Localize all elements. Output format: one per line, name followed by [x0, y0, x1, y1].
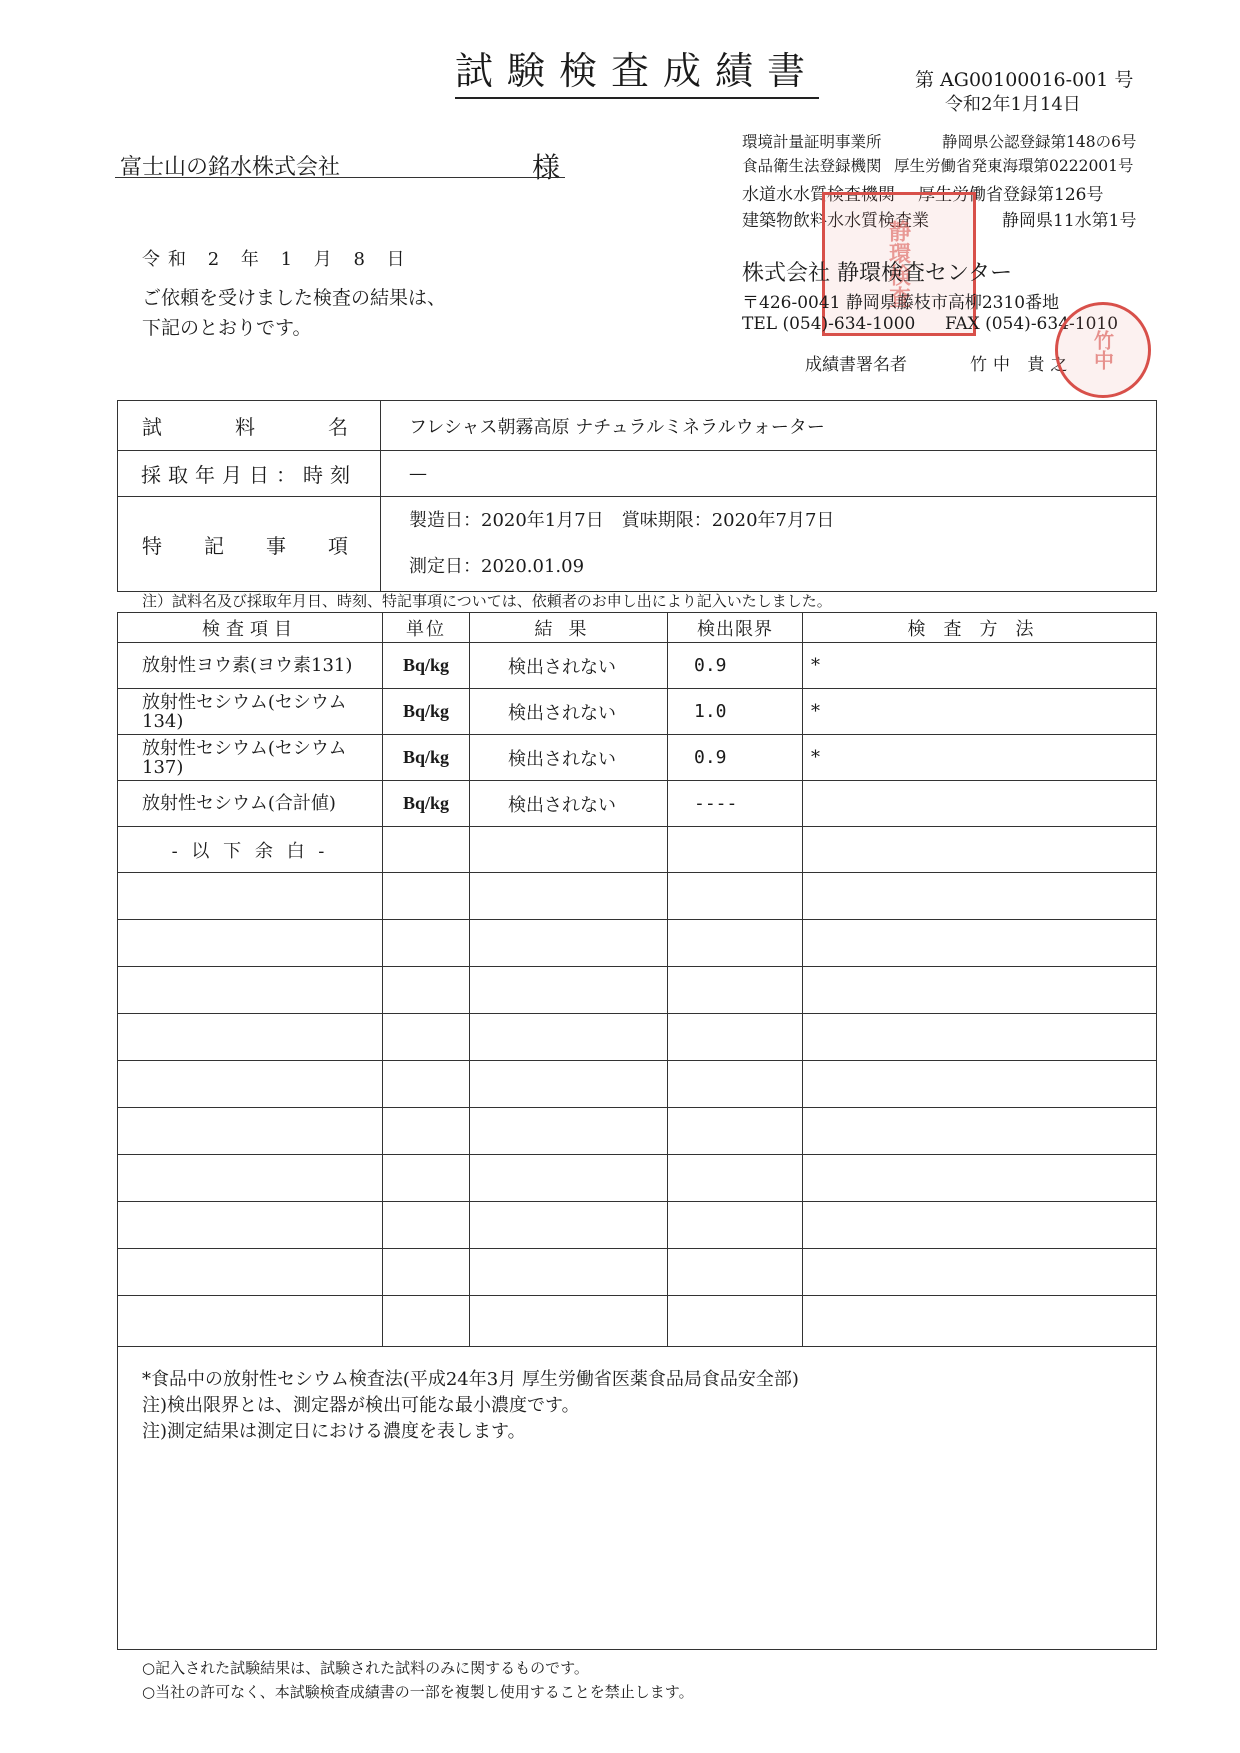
footer-note: ○当社の許可なく、本試験検査成績書の一部を複製し使用することを禁止します。 [142, 1683, 694, 1701]
empty-cell [118, 1108, 383, 1155]
empty-cell [383, 1061, 470, 1108]
label-char: 試 [142, 415, 164, 439]
notes-line: 測定日：2020.01.09 [409, 556, 585, 577]
client-underline [115, 177, 565, 178]
registration-detail: 静岡県公認登録第148の6号 [942, 133, 1137, 151]
request-line: 下記のとおりです。 [142, 317, 312, 339]
sample-name-value: フレシャス朝霧高原 ナチュラルミネラルウォーター [381, 401, 1157, 451]
result-item: 放射性セシウム(セシウム134) [118, 689, 383, 735]
result-limit: ---- [668, 781, 803, 827]
empty-cell [383, 1108, 470, 1155]
notes-label [118, 497, 381, 592]
blank-row [118, 920, 1157, 967]
empty-cell [118, 1202, 383, 1249]
empty-cell [803, 1296, 1157, 1347]
table-row [118, 735, 1157, 781]
signer-seal [1055, 302, 1151, 398]
empty-cell [383, 1202, 470, 1249]
footer-note: ○記入された試験結果は、試験された試料のみに関するものです。 [142, 1659, 589, 1677]
empty-cell [470, 1061, 668, 1108]
result-limit: 0.9 [668, 735, 803, 781]
result-method: * [803, 689, 1157, 735]
empty-cell [470, 827, 668, 873]
empty-cell [470, 920, 668, 967]
blank-row [118, 1155, 1157, 1202]
empty-cell [668, 1061, 803, 1108]
empty-cell [668, 920, 803, 967]
sample-info-table [117, 400, 1157, 592]
empty-cell [118, 1296, 383, 1347]
results-table [117, 612, 1157, 1347]
result-value: 検出されない [470, 689, 668, 735]
empty-cell [803, 920, 1157, 967]
remark-line: 注)測定結果は測定日における濃度を表します。 [142, 1421, 526, 1442]
blank-row [118, 1249, 1157, 1296]
empty-cell [383, 967, 470, 1014]
empty-cell [383, 1296, 470, 1347]
blank-row [118, 967, 1157, 1014]
empty-cell [118, 920, 383, 967]
label-char: 記 [204, 533, 226, 558]
result-unit: Bq/kg [383, 689, 470, 735]
empty-cell [118, 1061, 383, 1108]
empty-cell [803, 1249, 1157, 1296]
empty-cell [470, 1249, 668, 1296]
company-seal-text: 静環検査 [885, 220, 912, 308]
empty-cell [118, 967, 383, 1014]
empty-cell [118, 1155, 383, 1202]
empty-cell [470, 967, 668, 1014]
empty-cell [668, 1202, 803, 1249]
label-char: 事 [266, 533, 288, 558]
empty-cell [803, 873, 1157, 920]
results-body [118, 643, 1157, 1347]
empty-cell [668, 967, 803, 1014]
empty-cell [668, 1108, 803, 1155]
registration-type: 水道水水質検査機関 [742, 185, 895, 205]
lab-address: 〒426-0041 静岡県藤枝市高柳2310番地 [742, 293, 1060, 313]
result-method [803, 781, 1157, 827]
empty-cell [470, 1108, 668, 1155]
result-item: 放射性セシウム(セシウム137) [118, 735, 383, 781]
header-item: 検査項目 [118, 613, 383, 643]
notes-row [118, 497, 1157, 592]
result-item: 放射性ヨウ素(ヨウ素131) [118, 643, 383, 689]
client-honorific: 様 [532, 151, 561, 184]
empty-cell [383, 920, 470, 967]
empty-cell [668, 827, 803, 873]
empty-cell [668, 1296, 803, 1347]
result-method: * [803, 735, 1157, 781]
sampling-row [118, 451, 1157, 497]
empty-cell [668, 1155, 803, 1202]
label-char: 項 [328, 533, 350, 558]
blank-row [118, 1296, 1157, 1347]
request-line: ご依頼を受けました検査の結果は、 [142, 287, 447, 309]
result-unit: Bq/kg [383, 643, 470, 689]
empty-cell [383, 873, 470, 920]
result-unit: Bq/kg [383, 735, 470, 781]
results-header-row [118, 613, 1157, 643]
end-marker-row [118, 827, 1157, 873]
empty-cell [118, 1014, 383, 1061]
empty-cell [470, 1155, 668, 1202]
empty-cell [803, 1108, 1157, 1155]
request-date: 令和 2 年 1 月 8 日 [142, 249, 413, 270]
empty-cell [383, 827, 470, 873]
remark-line: 注)検出限界とは、測定器が検出可能な最小濃度です。 [142, 1395, 580, 1416]
signer-name: 竹中 貴之 [970, 355, 1074, 375]
blank-row [118, 1014, 1157, 1061]
empty-cell [803, 1155, 1157, 1202]
result-item: 放射性セシウム(合計値) [118, 781, 383, 827]
empty-cell [470, 1014, 668, 1061]
header-result: 結果 [470, 613, 668, 643]
lab-name: 株式会社 静環検査センター [742, 261, 1013, 286]
empty-cell [118, 1249, 383, 1296]
sampling-value: — [381, 451, 1157, 497]
result-unit: Bq/kg [383, 781, 470, 827]
notes-line: 製造日：2020年1月7日 賞味期限：2020年7月7日 [409, 510, 835, 531]
blank-row [118, 873, 1157, 920]
result-limit: 0.9 [668, 643, 803, 689]
empty-cell [383, 1249, 470, 1296]
issue-date: 令和2年1月14日 [945, 94, 1081, 115]
document-title: 試験検査成績書 [455, 40, 819, 99]
header-unit: 単位 [383, 613, 470, 643]
lab-fax: FAX (054)-634-1010 [945, 314, 1119, 334]
empty-cell [383, 1014, 470, 1061]
result-value: 検出されない [470, 735, 668, 781]
blank-row [118, 1061, 1157, 1108]
blank-row [118, 1202, 1157, 1249]
empty-cell [803, 1014, 1157, 1061]
empty-cell [470, 1202, 668, 1249]
label-char: 名 [328, 415, 350, 439]
empty-cell [470, 1296, 668, 1347]
label-char: 料 [235, 415, 257, 439]
header-method: 検査方法 [803, 613, 1157, 643]
result-method: * [803, 643, 1157, 689]
registration-type: 建築物飲料水水質検査業 [742, 211, 929, 231]
label-char: 特 [142, 533, 164, 558]
registration-detail: 静岡県11水第1号 [1002, 211, 1137, 231]
empty-cell [803, 967, 1157, 1014]
registration-detail: 厚生労働省登録第126号 [918, 185, 1104, 205]
registration-type: 食品衛生法登録機関 [742, 157, 882, 175]
sample-disclaimer: 注）試料名及び採取年月日、時刻、特記事項については、依頼者のお申し出により記入いたしました。 [142, 592, 832, 610]
sample-name-label [118, 401, 381, 451]
table-row [118, 781, 1157, 827]
empty-cell [803, 1061, 1157, 1108]
signer-label: 成績書署名者 [805, 355, 907, 375]
lab-tel: TEL (054)-634-1000 [742, 314, 916, 334]
end-marker: - 以 下 余 白 - [118, 827, 383, 873]
request-message [142, 283, 446, 343]
remarks-box [117, 1342, 1157, 1650]
result-limit: 1.0 [668, 689, 803, 735]
empty-cell [668, 873, 803, 920]
empty-cell [668, 1014, 803, 1061]
client-name: 富士山の銘水株式会社 [120, 155, 341, 180]
header-limit: 検出限界 [668, 613, 803, 643]
empty-cell [118, 873, 383, 920]
notes-value [381, 497, 1157, 592]
remark-line: *食品中の放射性セシウム検査法(平成24年3月 厚生労働省医薬食品局食品安全部) [142, 1369, 799, 1390]
table-row [118, 689, 1157, 735]
result-value: 検出されない [470, 781, 668, 827]
empty-cell [383, 1155, 470, 1202]
empty-cell [668, 1249, 803, 1296]
empty-cell [470, 873, 668, 920]
table-row [118, 643, 1157, 689]
empty-cell [803, 1202, 1157, 1249]
empty-cell [803, 827, 1157, 873]
sampling-label: 採取年月日：時刻 [118, 451, 381, 497]
sample-name-row [118, 401, 1157, 451]
blank-row [118, 1108, 1157, 1155]
registration-type: 環境計量証明事業所 [742, 133, 882, 151]
signer-seal-text: 竹中 [1090, 330, 1115, 370]
result-value: 検出されない [470, 643, 668, 689]
registration-detail: 厚生労働省発東海環第0222001号 [894, 157, 1134, 175]
document-number: 第 AG00100016-001 号 [915, 69, 1134, 91]
